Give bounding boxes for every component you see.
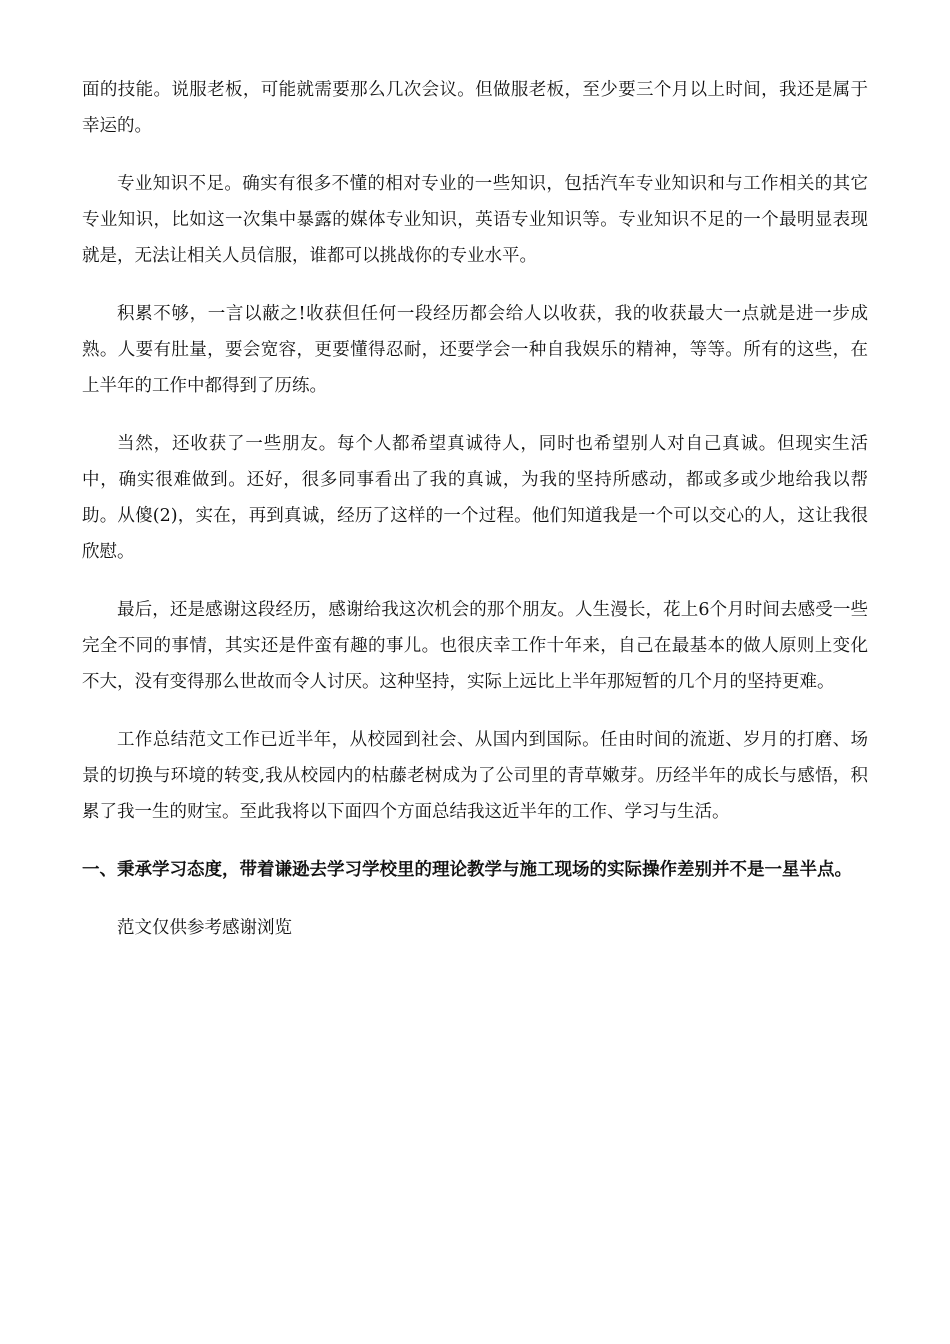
paragraph-work-summary: 工作总结范文工作已近半年，从校园到社会、从国内到国际。任由时间的流逝、岁月的打磨、场景的切换与环境的转变,我从校园内的枯藤老树成为了公司里的青草嫩芽。历经半年的成长与感悟，积累了我一生的财宝。至此我将以下面四个方面总结我这近半年的工作、学习与生活。 (82, 730, 868, 822)
section-heading: 一、秉承学习态度，带着谦逊去学习学校里的理论教学与施工现场的实际操作差别并不是一星半点。 (82, 860, 852, 880)
paragraph-accumulation: 积累不够，一言以蔽之!收获但任何一段经历都会给人以收获，我的收获最大一点就是进一步成熟。人要有肚量，要会宽容，更要懂得忍耐，还要学会一种自我娱乐的精神，等等。所有的这些，在上半年的工作中都得到了历练。 (82, 304, 868, 396)
paragraph-professional-knowledge: 专业知识不足。确实有很多不懂的相对专业的一些知识，包括汽车专业知识和与工作相关的其它专业知识，比如这一次集中暴露的媒体专业知识，英语专业知识等。专业知识不足的一个最明显表现就是，无法让相关人员信服，谁都可以挑战你的专业水平。 (82, 174, 868, 266)
paragraph-friends: 当然，还收获了一些朋友。每个人都希望真诚待人，同时也希望别人对自己真诚。但现实生活中，确实很难做到。还好，很多同事看出了我的真诚，为我的坚持所感动，都或多或少地给我以帮助。从傻(2)，实在，再到真诚，经历了这样的一个过程。他们知道我是一个可以交心的人，这让我很欣慰。 (82, 434, 868, 562)
paragraph-gratitude: 最后，还是感谢这段经历，感谢给我这次机会的那个朋友。人生漫长，花上6个月时间去感受一些完全不同的事情，其实还是件蛮有趣的事儿。也很庆幸工作十年来，自己在最基本的做人原则上变化不大，没有变得那么世故而令人讨厌。这种坚持，实际上远比上半年那短暂的几个月的坚持更难。 (82, 600, 868, 692)
paragraph-continuation: 面的技能。说服老板，可能就需要那么几次会议。但做服老板，至少要三个月以上时间，我还是属于幸运的。 (82, 80, 868, 136)
footer-note: 范文仅供参考感谢浏览 (117, 918, 292, 938)
